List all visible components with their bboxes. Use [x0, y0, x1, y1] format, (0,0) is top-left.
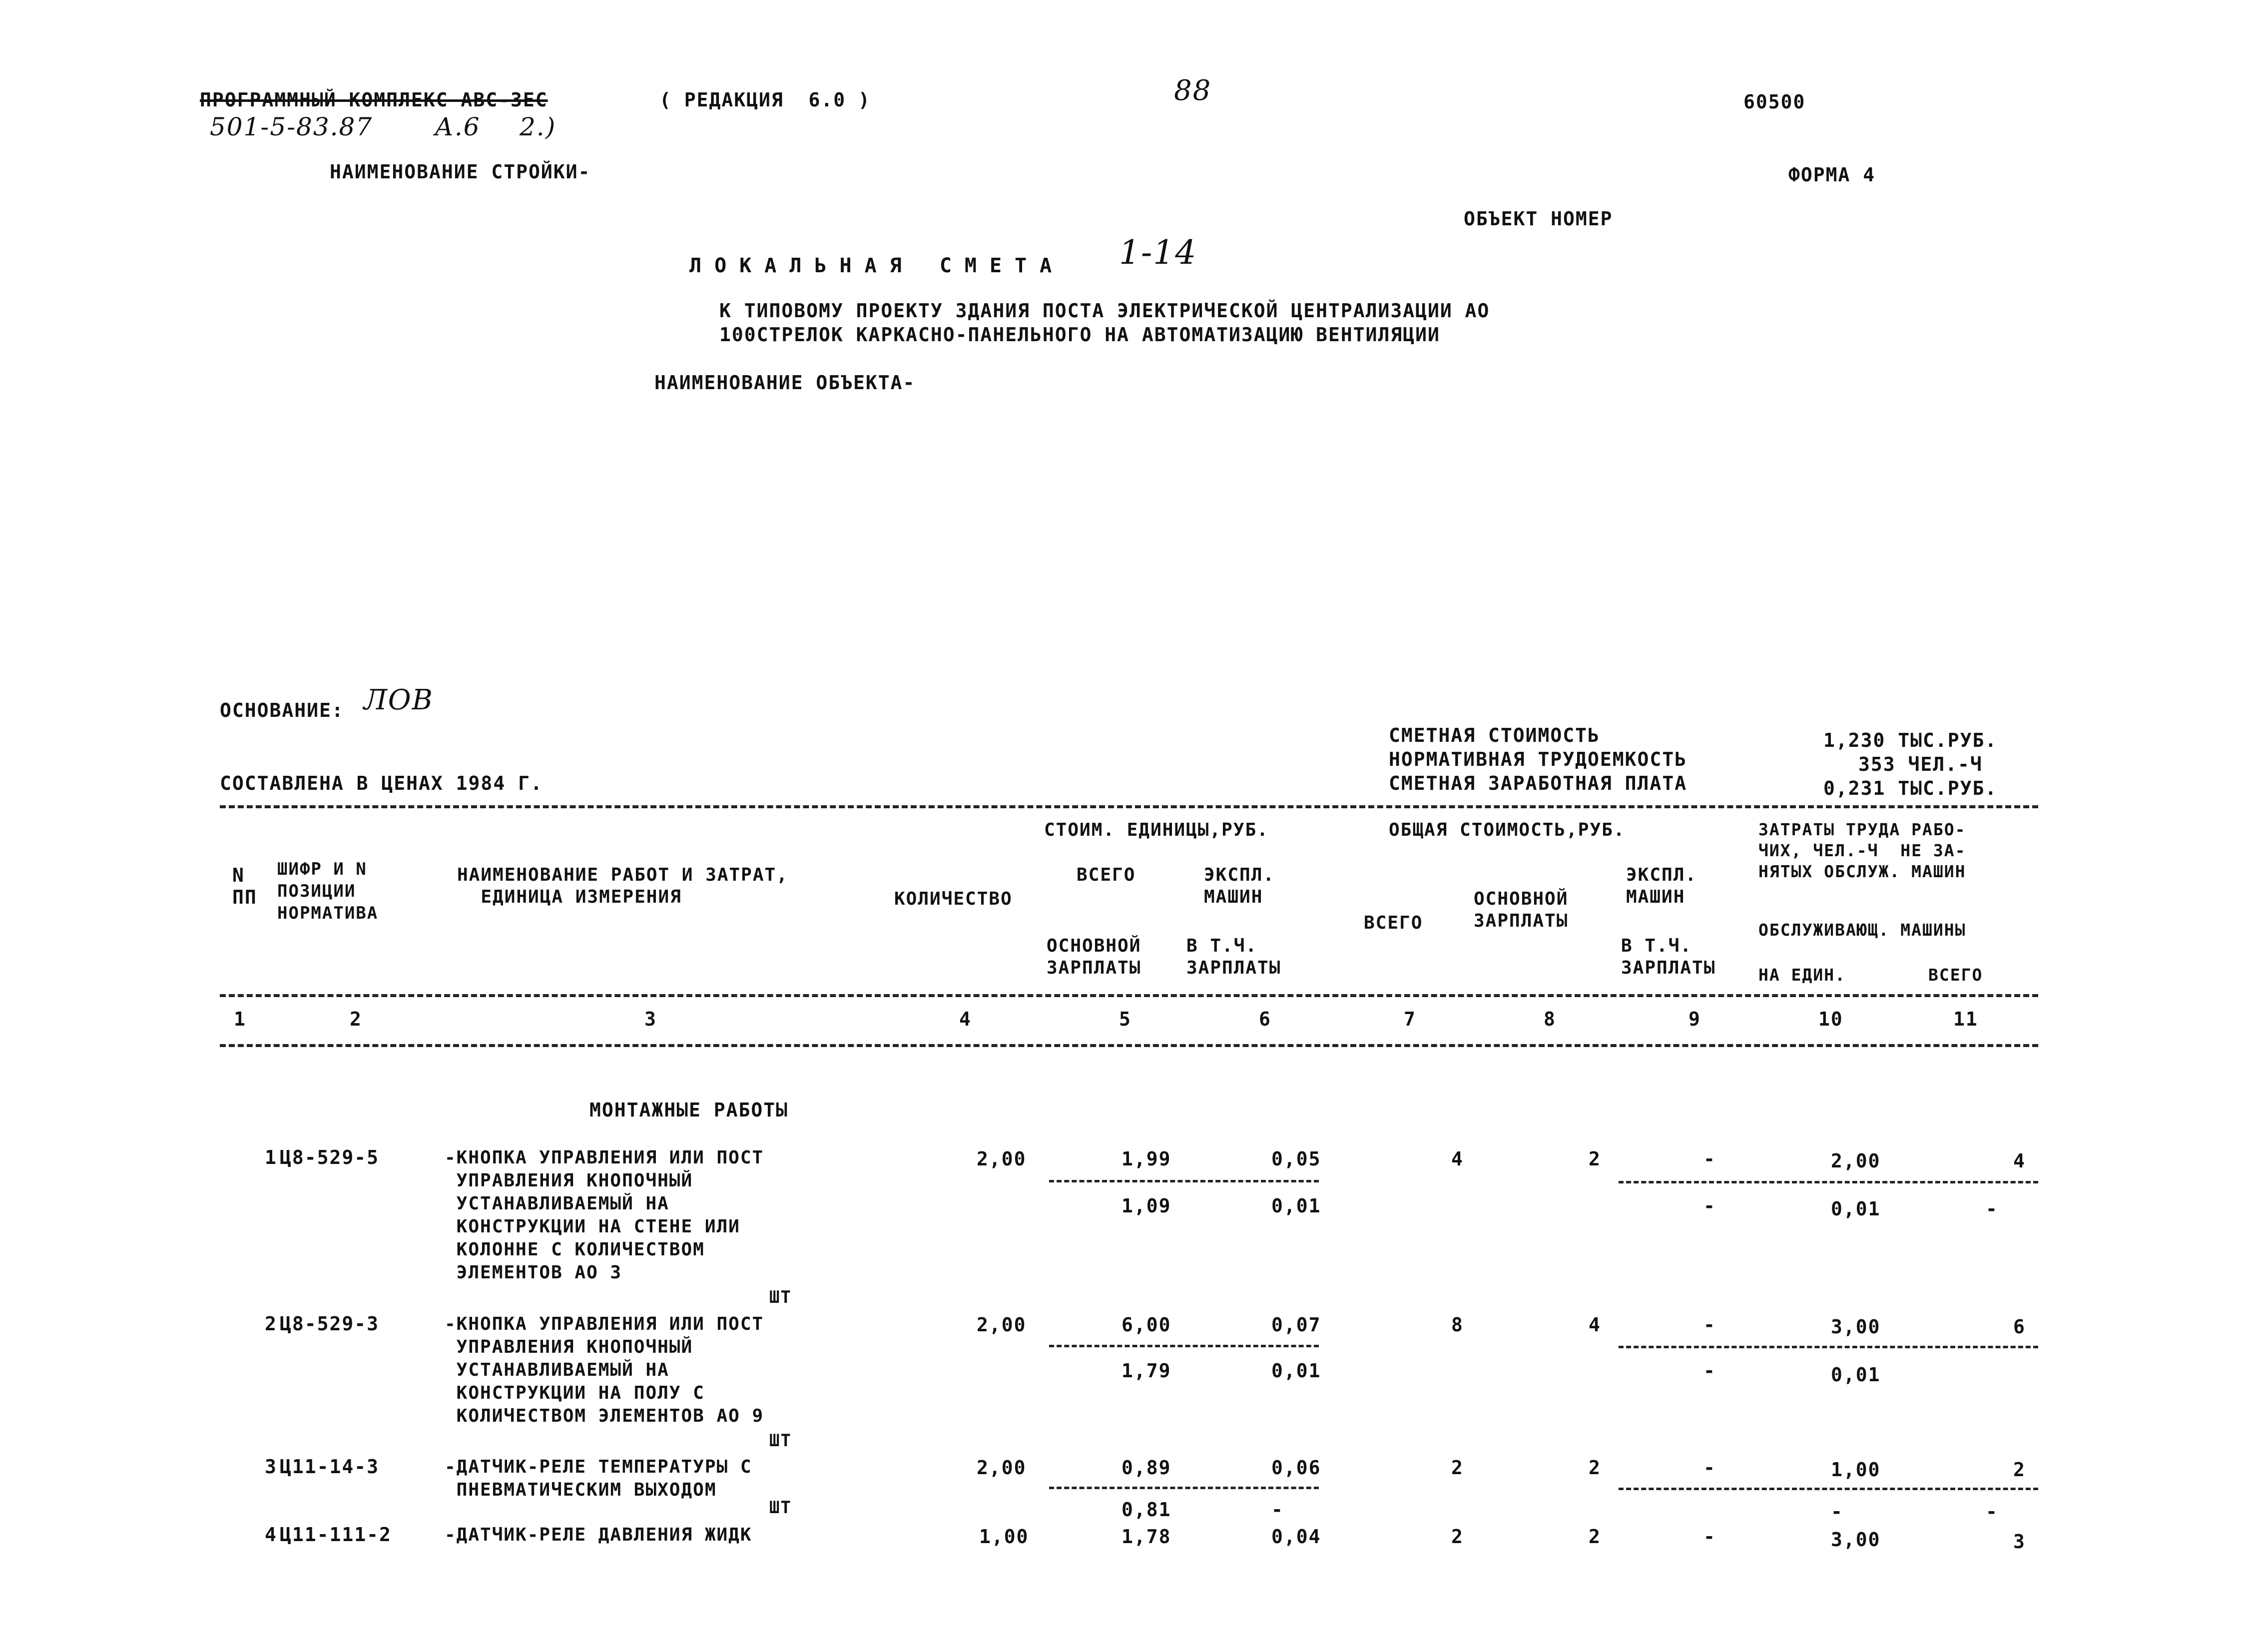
col-header-total-incl-wage: В Т.Ч. ЗАРПЛАТЫ — [1621, 936, 1716, 978]
form-code: 60500 — [1743, 91, 1806, 113]
col-header-unit-machines: ЭКСПЛ. МАШИН — [1204, 865, 1275, 907]
row-name: -ДАТЧИК-РЕЛЕ ДАВЛЕНИЯ ЖИДК — [445, 1525, 752, 1545]
row-total: 2 — [1451, 1457, 1464, 1479]
row-quantity: 2,00 — [977, 1148, 1027, 1170]
row-unit-base-wage: 0,81 — [1121, 1499, 1171, 1521]
row-total-base-wage: 4 — [1589, 1314, 1601, 1336]
row-unit-incl-wage: 0,01 — [1271, 1360, 1321, 1382]
row-number: 2 — [265, 1313, 277, 1335]
row-total-machines: - — [1703, 1314, 1716, 1336]
row-subtotal-rule — [1049, 1487, 1319, 1489]
col-header-name: НАИМЕНОВАНИЕ РАБОТ И ЗАТРАТ, ЕДИНИЦА ИЗМЕРЕНИЯ — [457, 865, 788, 907]
row-subtotal-rule — [1049, 1345, 1319, 1347]
row-service-unit: 0,01 — [1831, 1364, 1881, 1386]
summary-labor-label: НОРМАТИВНАЯ ТРУДОЕМКОСТЬ — [1389, 748, 1687, 770]
row-total: 4 — [1451, 1148, 1464, 1170]
row-code: Ц11-111-2 — [280, 1524, 392, 1546]
document-title: ЛОКАЛЬНАЯ СМЕТА — [689, 254, 1065, 277]
row-unit-machines: 0,06 — [1271, 1457, 1321, 1479]
row-number: 3 — [265, 1456, 277, 1478]
handwritten-ref: 501-5-83.87 — [210, 112, 373, 141]
row-subtotal-rule — [1619, 1488, 2038, 1490]
row-name: -КНОПКА УПРАВЛЕНИЯ ИЛИ ПОСТ УПРАВЛЕНИЯ КНОПОЧНЫЙ УСТАНАВЛИВАЕМЫЙ НА КОНСТРУКЦИИ НА ПОЛУ С КОЛИЧЕСТВОМ ЭЛЕМЕНТОВ АО 9 — [445, 1314, 764, 1426]
basis-label: ОСНОВАНИЕ: — [220, 699, 344, 721]
construction-label: НАИМЕНОВАНИЕ СТРОЙКИ- — [330, 161, 591, 183]
row-service-unit: - — [1831, 1501, 1843, 1523]
object-name-label: НАИМЕНОВАНИЕ ОБЪЕКТА- — [654, 372, 916, 394]
handwritten-volume: 2.) — [520, 112, 557, 141]
col-header-labor: ЗАТРАТЫ ТРУДА РАБО- ЧИХ, ЧЕЛ.-Ч НЕ ЗА- НЯТЫХ ОБСЛУЖ. МАШИН — [1758, 820, 1966, 881]
col-header-total-cost: ОБЩАЯ СТОИМОСТЬ,РУБ. — [1389, 820, 1626, 840]
object-number-label: ОБЪЕКТ НОМЕР — [1464, 208, 1613, 230]
col-header-labor-per-unit: НА ЕДИН. — [1758, 965, 1846, 985]
summary-cost-value: 1,230 ТЫС.РУБ. — [1823, 729, 1998, 751]
row-total-base-wage: 2 — [1589, 1148, 1601, 1170]
summary-labor-value: 353 ЧЕЛ.-Ч — [1858, 753, 1983, 775]
table-columns-rule — [220, 1044, 2038, 1047]
form-label: ФОРМА 4 — [1788, 164, 1876, 186]
row-labor-total: 6 — [2013, 1316, 2026, 1338]
row-total-machines: - — [1703, 1457, 1716, 1479]
col-header-unit-cost: СТОИМ. ЕДИНИЦЫ,РУБ. — [1044, 820, 1269, 840]
col-number: 10 — [1818, 1008, 1843, 1030]
col-number: 6 — [1259, 1008, 1271, 1030]
row-name: -ДАТЧИК-РЕЛЕ ТЕМПЕРАТУРЫ С ПНЕВМАТИЧЕСКИМ ВЫХОДОМ — [445, 1457, 752, 1500]
row-unit-base-wage: 1,09 — [1121, 1195, 1171, 1217]
col-number: 2 — [350, 1008, 362, 1030]
col-header-labor-service: ОБСЛУЖИВАЮЩ. МАШИНЫ — [1758, 920, 1966, 940]
row-code: Ц8-529-5 — [280, 1146, 380, 1168]
row-unit: ШТ — [769, 1431, 792, 1451]
document-title-number: 1-14 — [1119, 233, 1197, 272]
col-header-total-machines: ЭКСПЛ. МАШИН — [1626, 865, 1697, 907]
col-number: 8 — [1544, 1008, 1556, 1030]
col-number: 3 — [644, 1008, 657, 1030]
col-header-code: ШИФР И N ПОЗИЦИИ НОРМАТИВА — [277, 859, 379, 923]
page-number: 88 — [1174, 74, 1212, 107]
section-title: МОНТАЖНЫЕ РАБОТЫ — [589, 1099, 789, 1121]
col-header-number: N ПП — [232, 864, 257, 908]
col-number: 5 — [1119, 1008, 1131, 1030]
col-number: 4 — [959, 1008, 972, 1030]
col-header-unit-base-wage: ОСНОВНОЙ ЗАРПЛАТЫ — [1047, 936, 1141, 978]
row-number: 1 — [265, 1146, 277, 1168]
row-quantity: 2,00 — [977, 1457, 1027, 1479]
row-service-unit: 0,01 — [1831, 1198, 1881, 1220]
col-header-labor-total: ВСЕГО — [1928, 965, 1983, 985]
row-labor-total: 4 — [2013, 1150, 2026, 1172]
row-service-total: - — [1986, 1501, 1998, 1523]
row-unit-total: 1,99 — [1121, 1148, 1171, 1170]
row-subtotal-rule — [1619, 1181, 2038, 1183]
col-header-unit-incl-wage: В Т.Ч. ЗАРПЛАТЫ — [1186, 936, 1281, 978]
row-number: 4 — [265, 1524, 277, 1546]
row-unit-machines: 0,05 — [1271, 1148, 1321, 1170]
table-header-rule — [220, 994, 2038, 997]
col-header-total-base-wage: ОСНОВНОЙ ЗАРПЛАТЫ — [1474, 889, 1569, 931]
col-number: 11 — [1953, 1008, 1978, 1030]
row-total: 8 — [1451, 1314, 1464, 1336]
col-header-total-all: ВСЕГО — [1364, 913, 1423, 933]
row-labor-unit: 3,00 — [1831, 1529, 1881, 1551]
prices-year: СОСТАВЛЕНА В ЦЕНАХ 1984 Г. — [220, 772, 543, 794]
program-name: ПРОГРАММНЫЙ КОМПЛЕКС АВС-3ЕС — [200, 89, 548, 111]
col-number: 1 — [234, 1008, 246, 1030]
row-subtotal-rule — [1619, 1346, 2038, 1348]
row-unit-base-wage: 1,79 — [1121, 1360, 1171, 1382]
summary-wage-value: 0,231 ТЫС.РУБ. — [1823, 777, 1998, 799]
row-labor-total: 2 — [2013, 1459, 2026, 1481]
row-total-machines: - — [1703, 1148, 1716, 1170]
row-code: Ц8-529-3 — [280, 1313, 380, 1335]
description-line-2: 100СТРЕЛОК КАРКАСНО-ПАНЕЛЬНОГО НА АВТОМАТИЗАЦИЮ ВЕНТИЛЯЦИИ — [719, 324, 1440, 346]
row-unit-machines: 0,07 — [1271, 1314, 1321, 1336]
row-unit-incl-wage: - — [1271, 1499, 1284, 1521]
col-header-unit-total: ВСЕГО — [1077, 865, 1136, 885]
handwritten-album: А.6 — [435, 112, 481, 141]
row-labor-unit: 3,00 — [1831, 1316, 1881, 1338]
row-total-incl-wage: - — [1703, 1360, 1716, 1382]
row-subtotal-rule — [1049, 1180, 1319, 1182]
description-line-1: К ТИПОВОМУ ПРОЕКТУ ЗДАНИЯ ПОСТА ЭЛЕКТРИЧЕСКОЙ ЦЕНТРАЛИЗАЦИИ АО — [719, 300, 1490, 322]
row-labor-unit: 2,00 — [1831, 1150, 1881, 1172]
col-header-quantity: КОЛИЧЕСТВО — [894, 889, 1013, 909]
row-unit-incl-wage: 0,01 — [1271, 1195, 1321, 1217]
row-service-total: - — [1986, 1198, 1998, 1220]
row-unit-total: 0,89 — [1121, 1457, 1171, 1479]
row-labor-unit: 1,00 — [1831, 1459, 1881, 1481]
row-total-incl-wage: - — [1703, 1195, 1716, 1217]
col-number: 7 — [1404, 1008, 1416, 1030]
row-name: -КНОПКА УПРАВЛЕНИЯ ИЛИ ПОСТ УПРАВЛЕНИЯ КНОПОЧНЫЙ УСТАНАВЛИВАЕМЫЙ НА КОНСТРУКЦИИ НА СТЕНЕ ИЛИ КОЛОННЕ С КОЛИЧЕСТВОМ ЭЛЕМЕНТОВ АО 3 — [445, 1147, 764, 1283]
row-unit-total: 1,78 — [1121, 1526, 1171, 1548]
row-total-base-wage: 2 — [1589, 1526, 1601, 1548]
table-top-rule — [220, 805, 2038, 808]
col-number: 9 — [1688, 1008, 1701, 1030]
row-unit: ШТ — [769, 1287, 792, 1307]
row-unit-machines: 0,04 — [1271, 1526, 1321, 1548]
row-unit-total: 6,00 — [1121, 1314, 1171, 1336]
row-unit: ШТ — [769, 1498, 792, 1518]
summary-cost-label: СМЕТНАЯ СТОИМОСТЬ — [1389, 724, 1600, 746]
row-code: Ц11-14-3 — [280, 1456, 380, 1478]
basis-value: ЛОВ — [364, 684, 434, 716]
row-total-base-wage: 2 — [1589, 1457, 1601, 1479]
row-quantity: 1,00 — [979, 1526, 1029, 1548]
row-total: 2 — [1451, 1526, 1464, 1548]
row-labor-total: 3 — [2013, 1531, 2026, 1553]
row-total-machines: - — [1703, 1526, 1716, 1548]
program-edition: ( РЕДАКЦИЯ 6.0 ) — [659, 89, 871, 111]
row-quantity: 2,00 — [977, 1314, 1027, 1336]
summary-wage-label: СМЕТНАЯ ЗАРАБОТНАЯ ПЛАТА — [1389, 772, 1687, 794]
